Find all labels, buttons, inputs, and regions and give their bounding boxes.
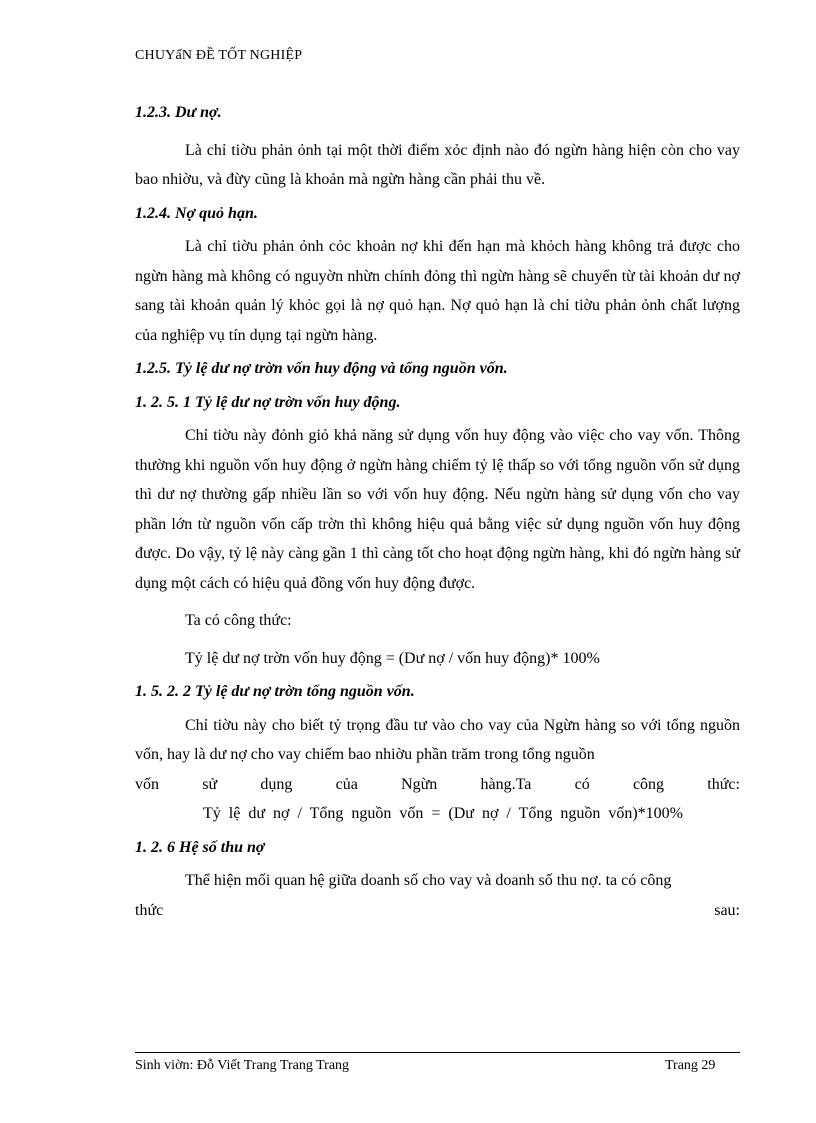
word: Ngừn [401,775,438,793]
section-heading-1-2-5: 1.2.5. Tỷ lệ dư nợ trờn vốn huy động và tổng nguồn vốn. [135,360,508,377]
word: dụng [260,775,293,793]
footer-divider [135,1052,740,1053]
formula: Tỷ lệ dư nợ trờn vốn huy động = (Dư nợ / vốn huy động)* 100% [185,649,600,667]
paragraph: Chỉ tiờu này đỏnh giỏ khả năng sử dụng vốn huy động vào việc cho vay vốn. Thông thường khi nguồn vốn huy động ở ngừn hàng chiếm tỷ lệ thấp so với tổng nguồn vốn sử dụng thì dư nợ thường gấp nhiều lần so với vốn huy động. Nếu ngừn hàng sử dụng vốn cho vay phần lớn từ nguồn vốn cấp trờn thì không hiệu quả bằng việc sử dụng nguồn vốn huy động được. Do vậy, tỷ lệ này càng gần 1 thì càng tốt cho hoạt động ngừn hàng, khi đó ngừn hàng sử dụng một cách có hiệu quả đồng vốn huy động được. [135,427,740,592]
subsection-heading-1-5-2-2: 1. 5. 2. 2 Tỷ lệ dư nợ trờn tổng nguồn vốn. [135,683,415,700]
section-heading-1-2-4: 1.2.4. Nợ quỏ hạn. [135,204,258,222]
paragraph: Là chỉ tiờu phản ỏnh tại một thời điểm xỏc định nào đó ngừn hàng hiện còn cho vay bao nhiờu, và đừy cũng là khoản mà ngừn hàng cần phải thu về. [135,141,740,188]
word: công [632,775,665,793]
word: hàng.Ta [480,775,532,793]
justified-last-line [135,770,740,800]
paragraph: Là chỉ tiờu phản ỏnh cỏc khoản nợ khi đến hạn mà khỏch hàng không trả được cho ngừn hàng mà không có nguyờn nhừn chính đỏng thì ngừn hàng sẽ chuyển từ tài khoản dư nợ sang tài khoản quản lý khỏc gọi là nợ quỏ hạn. Nợ quỏ hạn là chỉ tiờu phản ỏnh chất lượng của nghiệp vụ tín dụng tại ngừn hàng. [135,238,740,344]
word: thức: [707,775,740,793]
word: sử [202,775,218,793]
word: của [335,775,358,793]
footer-author: Sinh viờn: Đỗ Viết Trang Trang Trang [135,1058,350,1073]
paragraph: Thể hiện mối quan hệ giữa doanh số cho vay và doanh số thu nợ. ta có công [185,872,672,889]
word: thức [135,901,164,919]
formula: Tỷ lệ dư nợ / Tổng nguồn vốn = (Dư nợ / Tổng nguồn vốn)*100% [203,805,684,822]
paragraph: Ta có công thức: [185,612,292,629]
section-heading-1-2-3: 1.2.3. Dư nợ. [135,104,222,121]
footer-page-number: Trang 29 [665,1058,716,1073]
word: vốn [135,775,159,793]
page-body [135,98,740,925]
word: sau: [714,901,740,919]
section-heading-1-2-6: 1. 2. 6 Hệ số thu nợ [135,838,265,856]
justified-last-line [135,896,740,926]
word: có [574,775,590,793]
paragraph: Chỉ tiờu này cho biết tỷ trọng đầu tư vào cho vay của Ngừn hàng so với tổng nguồn vốn, hay là dư nợ cho vay chiếm bao nhiờu phần trăm trong tổng nguồn [135,716,740,763]
page-header: CHUYấN ĐỀ TỐT NGHIỆP [135,48,303,63]
subsection-heading-1-2-5-1: 1. 2. 5. 1 Tỷ lệ dư nợ trờn vốn huy động. [135,393,401,411]
